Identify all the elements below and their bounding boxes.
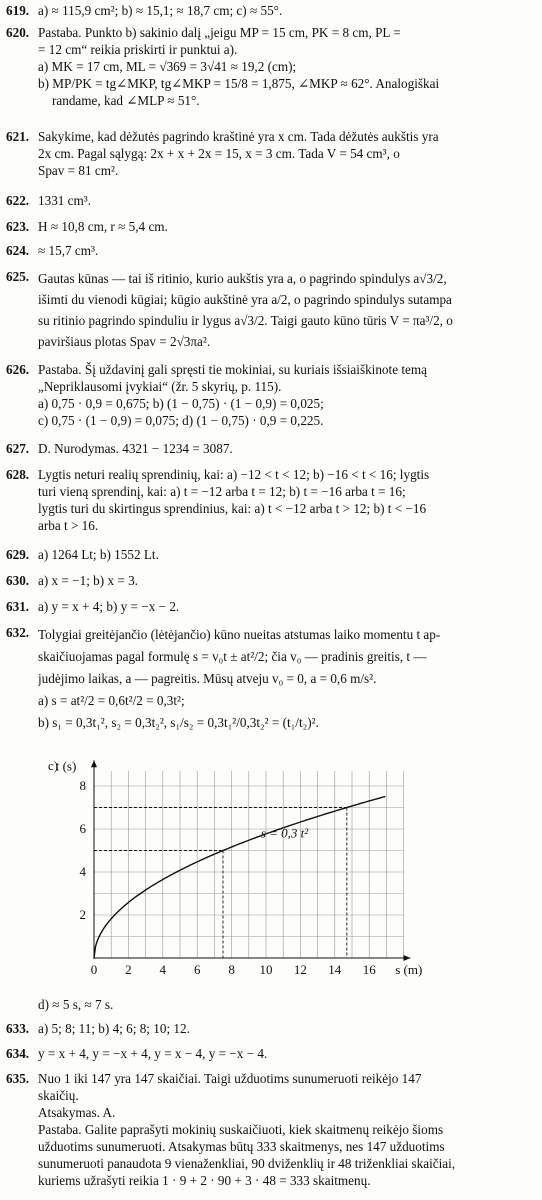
data-point (346, 807, 348, 809)
item-line: lygtis turi du skirtingus sprendinius, kai: a) t < −12 arba t > 12; b) t < −16 (38, 501, 427, 516)
y-tick-label: 6 (79, 821, 86, 836)
curve-label: s = 0,3 t² (260, 825, 309, 841)
item-line: arba t > 16. (38, 518, 99, 533)
item-number: 631. (6, 599, 30, 614)
item-632-d (6, 996, 536, 1013)
item-line: skaičių. (38, 1088, 79, 1103)
item-line: turi vieną sprendinį, kai: a) t = −12 arba t = 12; b) t = −16 arba t = 16; (38, 484, 406, 499)
item-line: išimti du vienodi kūgiai; kūgio aukštinė yra a/2, o pagrindo spindulys sutampa (38, 292, 452, 307)
item-622 (6, 192, 536, 209)
item-line: kuriems užrašyti reikia 1 · 9 + 2 · 90 + 3 · 48 = 333 skaitmenų. (38, 1173, 371, 1188)
item-632 (6, 624, 536, 734)
y-axis-arrow (91, 760, 97, 767)
item-line: Lygtis neturi realių sprendinių, kai: a) −12 < t < 12; b) −16 < t < 16; lygtis (38, 467, 430, 482)
item-line: Pastaba. Galite paprašyti mokinių suskaičiuoti, kiek skaitmenų reikėjo šioms (38, 1122, 444, 1137)
item-line: paviršiaus plotas Spav = 2√3πa². (38, 334, 211, 349)
item-text: a) y = x + 4; b) y = −x − 2. (38, 599, 180, 614)
item-line: Gautas kūnas — tai iš ritinio, kurio aukštis yra a, o pagrindo spindulys a√3/2, (38, 271, 447, 286)
x-tick-label: 4 (159, 962, 167, 977)
item-626 (6, 361, 536, 429)
item-text: 1331 cm³. (38, 193, 92, 208)
item-line: „Nepriklausomi įvykiai“ (žr. 5 skyrių, p. 115). (38, 379, 282, 394)
item-text: D. Nurodymas. 4321 − 1234 = 3087. (38, 441, 233, 456)
item-number: 621. (6, 129, 30, 144)
item-number: 632. (6, 625, 30, 640)
item-621 (6, 128, 536, 179)
item-text: ≈ 15,7 cm³. (38, 243, 99, 258)
item-line: b) s₁ = 0,3t₁², s₂ = 0,3t₂², s₁/s₂ = 0,3t₁²/0,3t₂² = (t₁/t₂)². (38, 715, 319, 730)
data-point (93, 957, 95, 959)
item-635 (6, 1070, 536, 1189)
x-tick-label: 10 (259, 962, 273, 977)
item-line: a) s = at²/2 = 0,6t²/2 = 0,3t²; (38, 693, 185, 708)
item-number: 625. (6, 269, 30, 284)
item-text: a) x = −1; b) x = 3. (38, 573, 138, 588)
item-630 (6, 572, 536, 589)
item-number: 627. (6, 441, 30, 456)
item-text: H ≈ 10,8 cm, r ≈ 5,4 cm. (38, 219, 168, 234)
item-line: 2x cm. Pagal sąlygą: 2x + x + 2x = 15, x = 3 cm. Tada V = 54 cm³, o (38, 146, 400, 161)
item-629 (6, 546, 536, 563)
item-line: = 12 cm“ reikia priskirti ir punktui a). (38, 42, 238, 57)
chart-figure (40, 758, 510, 990)
item-line: Tolygiai greitėjančio (lėtėjančio) kūno nueitas atstumas laiko momentu t ap- (38, 627, 441, 642)
chart-part-label: c) (48, 758, 59, 773)
item-number: 633. (6, 1021, 30, 1036)
item-627 (6, 440, 536, 457)
item-number: 620. (6, 25, 30, 40)
item-text: y = x + 4, y = −x + 4, y = x − 4, y = −x − 4. (38, 1046, 268, 1061)
item-text: a) ≈ 115,9 cm²; b) ≈ 15,1; ≈ 18,7 cm; c) ≈ 55°. (38, 3, 283, 18)
item-number: 628. (6, 467, 30, 482)
item-number: 624. (6, 243, 30, 258)
item-633 (6, 1020, 536, 1037)
y-tick-label: 8 (79, 778, 86, 793)
curve-line (94, 797, 385, 958)
item-634 (6, 1045, 536, 1062)
y-tick-label: 4 (79, 864, 86, 879)
item-623 (6, 218, 536, 235)
data-point (384, 796, 386, 798)
item-number: 619. (6, 3, 30, 18)
item-line: Spav = 81 cm². (38, 163, 119, 178)
item-line: a) MK = 17 cm, ML = √369 = 3√41 ≈ 19,2 (cm); (38, 59, 297, 74)
item-text: d) ≈ 5 s, ≈ 7 s. (38, 997, 114, 1012)
item-line: a) 0,75 · 0,9 = 0,675; b) (1 − 0,75) · (1 − 0,9) = 0,025; (38, 396, 324, 411)
item-line: užduotims sunumeruoti. Atsakymas būtų 333 skaitmenys, nes 147 užduotims (38, 1139, 445, 1154)
item-line: Pastaba. Punkto b) sakinio dalį „jeigu MP = 15 cm, PK = 8 cm, PL = (38, 25, 401, 40)
x-tick-label: 14 (328, 962, 342, 977)
chart-svg (40, 758, 510, 990)
item-number: 626. (6, 362, 30, 377)
item-text: a) 5; 8; 11; b) 4; 6; 8; 10; 12. (38, 1021, 190, 1036)
item-line: randame, kad ∠MLP ≈ 51°. (52, 93, 200, 108)
item-line: Pastaba. Šį uždavinį gali spręsti tie mokiniai, su kuriais išsiaiškinote temą (38, 362, 427, 377)
item-number: 629. (6, 547, 30, 562)
data-point (114, 914, 116, 916)
x-tick-label: 16 (362, 962, 376, 977)
item-number: 622. (6, 193, 30, 208)
data-point (176, 871, 178, 873)
x-tick-label: 8 (228, 962, 235, 977)
data-point (98, 936, 100, 938)
item-631 (6, 598, 536, 615)
x-axis-label: s (m) (395, 962, 423, 977)
item-line: Sakykime, kad dėžutės pagrindo kraštinė yra x cm. Tada dėžutės aukštis yra (38, 129, 439, 144)
item-number: 634. (6, 1046, 30, 1061)
item-625 (6, 268, 536, 352)
item-line: Atsakymas. A. (38, 1105, 116, 1120)
y-axis-label: t (s) (55, 758, 77, 774)
item-line: skaičiuojamas pagal formulę s = v₀t ± at²/2; čia v₀ — pradinis greitis, t — (38, 649, 427, 664)
x-axis-arrow (403, 955, 410, 961)
item-line: su ritinio pagrindo spinduliu ir lygus a√3/2. Taigi gauto kūno tūris V = πa³/2, o (38, 313, 453, 328)
item-line: Nuo 1 iki 147 yra 147 skaičiai. Taigi užduotims sunumeruoti reikėjo 147 (38, 1071, 422, 1086)
item-619 (6, 2, 536, 19)
item-620 (6, 24, 536, 109)
y-tick-label: 2 (79, 907, 86, 922)
x-tick-label: 0 (90, 962, 98, 977)
item-text: a) 1264 Lt; b) 1552 Lt. (38, 547, 159, 562)
x-tick-label: 6 (193, 962, 201, 977)
item-number: 630. (6, 573, 30, 588)
item-line: sunumeruoti panaudota 9 vienaženkliai, 90 dviženklių ir 48 triženkliai skaičiai, (38, 1156, 456, 1171)
x-tick-label: 12 (293, 962, 307, 977)
item-line: b) MP/PK = tg∠MKP, tg∠MKP = 15/8 = 1,875, ∠MKP ≈ 62°. Analogiškai (38, 76, 440, 91)
item-number: 635. (6, 1071, 30, 1086)
item-line: c) 0,75 · (1 − 0,9) = 0,075; d) (1 − 0,75) · 0,9 = 0,225. (38, 413, 324, 428)
data-point (222, 850, 224, 852)
item-number: 623. (6, 219, 30, 234)
item-628 (6, 466, 536, 534)
item-624 (6, 242, 536, 259)
x-tick-label: 2 (125, 962, 132, 977)
item-line: judėjimo laikas, a — pagreitis. Mūsų atveju v₀ = 0, a = 0,6 m/s². (38, 671, 377, 686)
data-point (140, 893, 142, 895)
